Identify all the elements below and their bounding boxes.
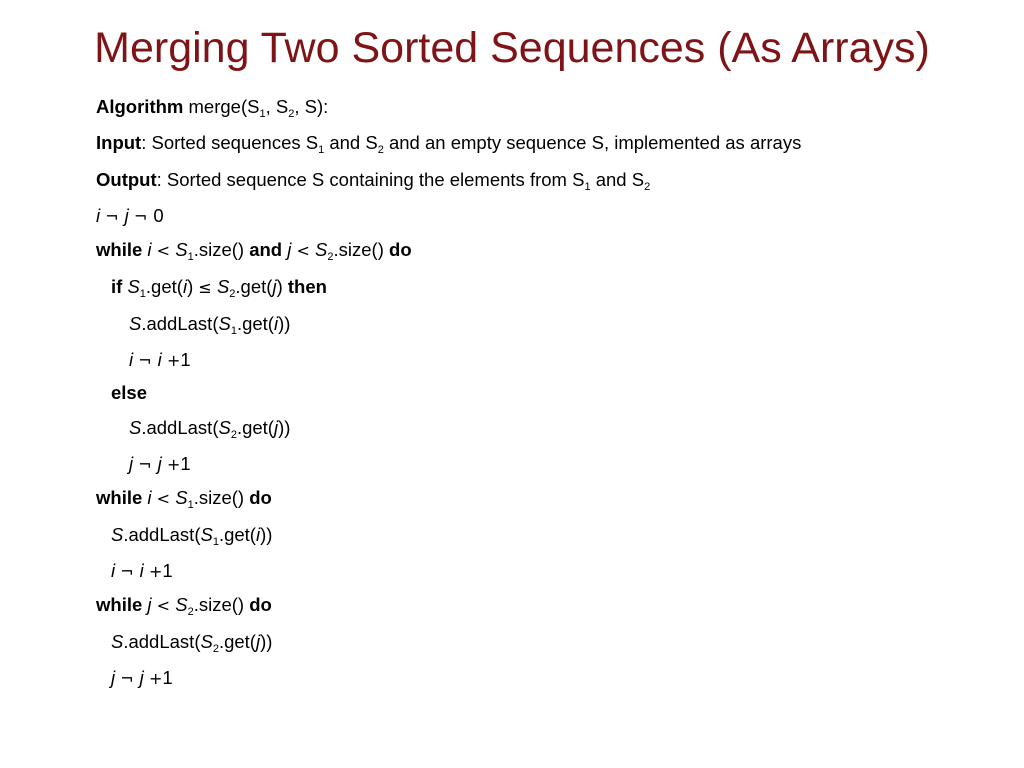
var-i: i [147, 487, 152, 508]
var-i: i [96, 205, 101, 226]
method: .addLast( [141, 417, 219, 438]
code-line-init [96, 204, 164, 229]
var-j: j [139, 667, 144, 688]
var-i: i [139, 560, 144, 581]
method: .addLast( [141, 313, 219, 334]
number: 1 [180, 453, 191, 474]
paren: )) [260, 631, 273, 652]
input-text: : Sorted sequences S [141, 132, 319, 153]
method: .size() [193, 239, 245, 260]
output-keyword: Output [96, 169, 157, 190]
code-line-while-both [96, 238, 412, 263]
plus-op: + [166, 351, 181, 370]
subscript: 1 [187, 499, 194, 511]
number: 0 [153, 205, 164, 226]
lt-op: < [156, 596, 171, 615]
plus-op: + [148, 669, 163, 688]
paren: )) [260, 524, 273, 545]
output-line [96, 168, 650, 192]
var-S: S [111, 631, 124, 652]
keyword-while: while [96, 487, 143, 508]
output-text: : Sorted sequence S containing the elements from S [156, 169, 585, 190]
subscript: 1 [187, 251, 194, 263]
assign-op: ¬ [138, 351, 152, 370]
var-j: j [147, 594, 152, 615]
input-keyword: Input [96, 132, 142, 153]
plus-op: + [166, 455, 181, 474]
var-S: S [175, 487, 188, 508]
var-S: S [216, 276, 230, 297]
method: .get( [235, 276, 273, 297]
subscript: 2 [212, 643, 219, 655]
var-i: i [157, 349, 162, 370]
subscript: 2 [187, 606, 194, 618]
slide-title: Merging Two Sorted Sequences (As Arrays) [94, 24, 930, 72]
var-S: S [315, 239, 328, 260]
plus-op: + [148, 562, 163, 581]
keyword-if: if [111, 276, 123, 297]
var-S: S [111, 524, 124, 545]
subscript: 1 [584, 181, 591, 193]
paren: )) [278, 313, 291, 334]
paren: ) [276, 276, 283, 297]
subscript: 2 [644, 181, 651, 193]
assign-op: ¬ [120, 669, 134, 688]
var-i: i [182, 276, 188, 297]
subscript: 1 [139, 288, 146, 300]
le-op: ≤ [198, 278, 212, 297]
var-j: j [287, 239, 292, 260]
var-i: i [129, 349, 134, 370]
method: .size() [333, 239, 384, 260]
code-line-else [111, 381, 147, 405]
var-i: i [147, 239, 152, 260]
var-S: S [129, 313, 142, 334]
var-S: S [127, 276, 140, 297]
var-i: i [273, 313, 279, 334]
var-S: S [175, 239, 188, 260]
method: .size() [193, 487, 245, 508]
var-j: j [124, 205, 129, 226]
code-line-addlast-s1 [129, 312, 290, 336]
code-line-incr-j [129, 452, 191, 477]
keyword-while: while [96, 239, 143, 260]
method: .addLast( [123, 631, 201, 652]
paren: ) [187, 276, 194, 297]
input-text: and an empty sequence S, implemented as arrays [383, 132, 802, 153]
input-line [96, 131, 801, 155]
subscript: 2 [327, 251, 334, 263]
var-S: S [175, 594, 188, 615]
var-S: S [218, 313, 231, 334]
keyword-then: then [287, 276, 327, 297]
method: .get( [218, 631, 256, 652]
subscript: 2 [288, 108, 295, 120]
code-line-addlast-s1-tail [111, 523, 272, 547]
output-text: and S [590, 169, 645, 190]
code-line-addlast-s2 [129, 416, 290, 440]
method: .get( [236, 417, 274, 438]
subscript: 1 [259, 108, 266, 120]
var-i: i [255, 524, 261, 545]
subscript: 2 [229, 288, 236, 300]
subscript: 1 [318, 144, 325, 156]
method: .size() [193, 594, 245, 615]
var-S: S [218, 417, 231, 438]
lt-op: < [296, 241, 310, 260]
code-line-if [111, 275, 327, 300]
method: .get( [236, 313, 274, 334]
keyword-do: do [249, 594, 272, 615]
signature-part: , S [265, 96, 289, 117]
var-j: j [255, 631, 261, 652]
number: 1 [180, 349, 191, 370]
signature-part: , S): [294, 96, 329, 117]
code-line-incr-i-tail [111, 559, 173, 584]
var-S: S [200, 524, 213, 545]
method: .addLast( [123, 524, 201, 545]
paren: )) [278, 417, 291, 438]
var-S: S [129, 417, 142, 438]
var-j: j [273, 417, 279, 438]
var-j: j [111, 667, 116, 688]
number: 1 [162, 667, 173, 688]
code-line-incr-j-tail [111, 666, 173, 691]
assign-op: ¬ [133, 207, 148, 226]
keyword-else: else [111, 382, 148, 403]
method: .get( [145, 276, 183, 297]
lt-op: < [156, 241, 171, 260]
keyword-do: do [249, 487, 272, 508]
method: .get( [218, 524, 256, 545]
code-line-while-s2 [96, 593, 272, 618]
input-text: and S [324, 132, 378, 153]
assign-op: ¬ [105, 207, 119, 226]
var-j: j [272, 276, 277, 297]
lt-op: < [156, 489, 171, 508]
assign-op: ¬ [120, 562, 134, 581]
keyword-and: and [249, 239, 283, 260]
signature-part: merge(S [188, 96, 260, 117]
code-line-addlast-s2-tail [111, 630, 272, 654]
assign-op: ¬ [138, 455, 152, 474]
algorithm-keyword: Algorithm [96, 96, 184, 117]
var-j: j [129, 453, 134, 474]
var-j: j [157, 453, 162, 474]
code-line-incr-i [129, 348, 191, 373]
subscript: 2 [377, 144, 384, 156]
number: 1 [162, 560, 173, 581]
keyword-while: while [96, 594, 143, 615]
subscript: 1 [230, 325, 237, 337]
var-S: S [200, 631, 213, 652]
subscript: 1 [212, 536, 219, 548]
subscript: 2 [230, 429, 237, 441]
algorithm-line [96, 95, 328, 119]
code-line-while-s1 [96, 486, 272, 511]
keyword-do: do [389, 239, 412, 260]
var-i: i [111, 560, 116, 581]
